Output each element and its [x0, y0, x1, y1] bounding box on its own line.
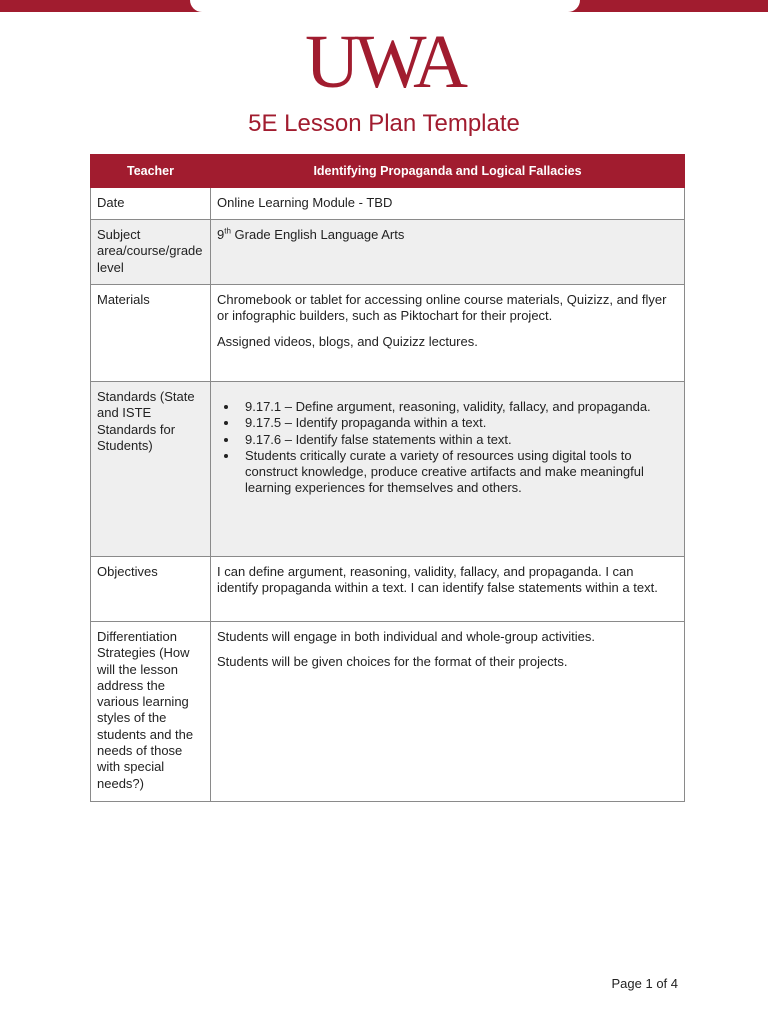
materials-value	[211, 285, 685, 382]
table-header-row	[91, 155, 685, 188]
differentiation-value	[211, 622, 685, 802]
subject-row	[91, 220, 685, 285]
differentiation-row	[91, 622, 685, 802]
standards-list	[217, 399, 678, 497]
grade-number: 9	[217, 227, 225, 242]
date-value: Online Learning Module - TBD	[211, 188, 685, 220]
list-item: • Students critically curate a variety of resources using digital tools to construct knowledge, produce creative artifacts and make meaningful learning experiences for themselves and others.	[239, 448, 678, 497]
teacher-header: Teacher	[91, 155, 211, 188]
standards-row	[91, 382, 685, 557]
list-item: • 9.17.5 – Identify propaganda within a text.	[239, 415, 678, 431]
differentiation-paragraph: Students will engage in both individual and whole-group activities.	[217, 629, 595, 644]
date-label: Date	[91, 188, 211, 220]
date-row	[91, 188, 685, 220]
list-item: • 9.17.1 – Define argument, reasoning, validity, fallacy, and propaganda.	[239, 399, 678, 415]
subject-text: Grade English Language Arts	[234, 227, 405, 242]
materials-label: Materials	[91, 285, 211, 382]
subject-label: Subject area/course/grade level	[91, 220, 211, 285]
document-title: 5E Lesson Plan Template	[248, 110, 520, 137]
page-number: Page 1 of 4	[611, 976, 678, 991]
materials-row	[91, 285, 685, 382]
objectives-row	[91, 557, 685, 622]
uwa-logo: UWA	[304, 20, 464, 104]
lesson-title-header: Identifying Propaganda and Logical Fallacies	[211, 155, 685, 188]
materials-paragraph: Assigned videos, blogs, and Quizizz lectures.	[217, 333, 478, 349]
grade-suffix: th	[224, 226, 231, 236]
materials-paragraph: Chromebook or tablet for accessing online course materials, Quizizz, and flyer or infographic builders, such as Piktochart for their project.	[217, 292, 667, 324]
standards-label: Standards (State and ISTE Standards for Students)	[91, 382, 211, 557]
lesson-plan-table	[90, 154, 685, 802]
differentiation-paragraph: Students will be given choices for the format of their projects.	[217, 654, 568, 670]
differentiation-label: Differentiation Strategies (How will the lesson address the various learning styles of the students and the needs of those with special needs?)	[91, 622, 211, 802]
header-notch	[190, 0, 580, 12]
standards-value	[211, 382, 685, 557]
subject-value	[211, 220, 685, 285]
list-item: • 9.17.6 – Identify false statements within a text.	[239, 432, 678, 448]
objectives-label: Objectives	[91, 557, 211, 622]
objectives-value: I can define argument, reasoning, validity, fallacy, and propaganda. I can identify propaganda within a text. I can identify false statements within a text.	[211, 557, 685, 622]
